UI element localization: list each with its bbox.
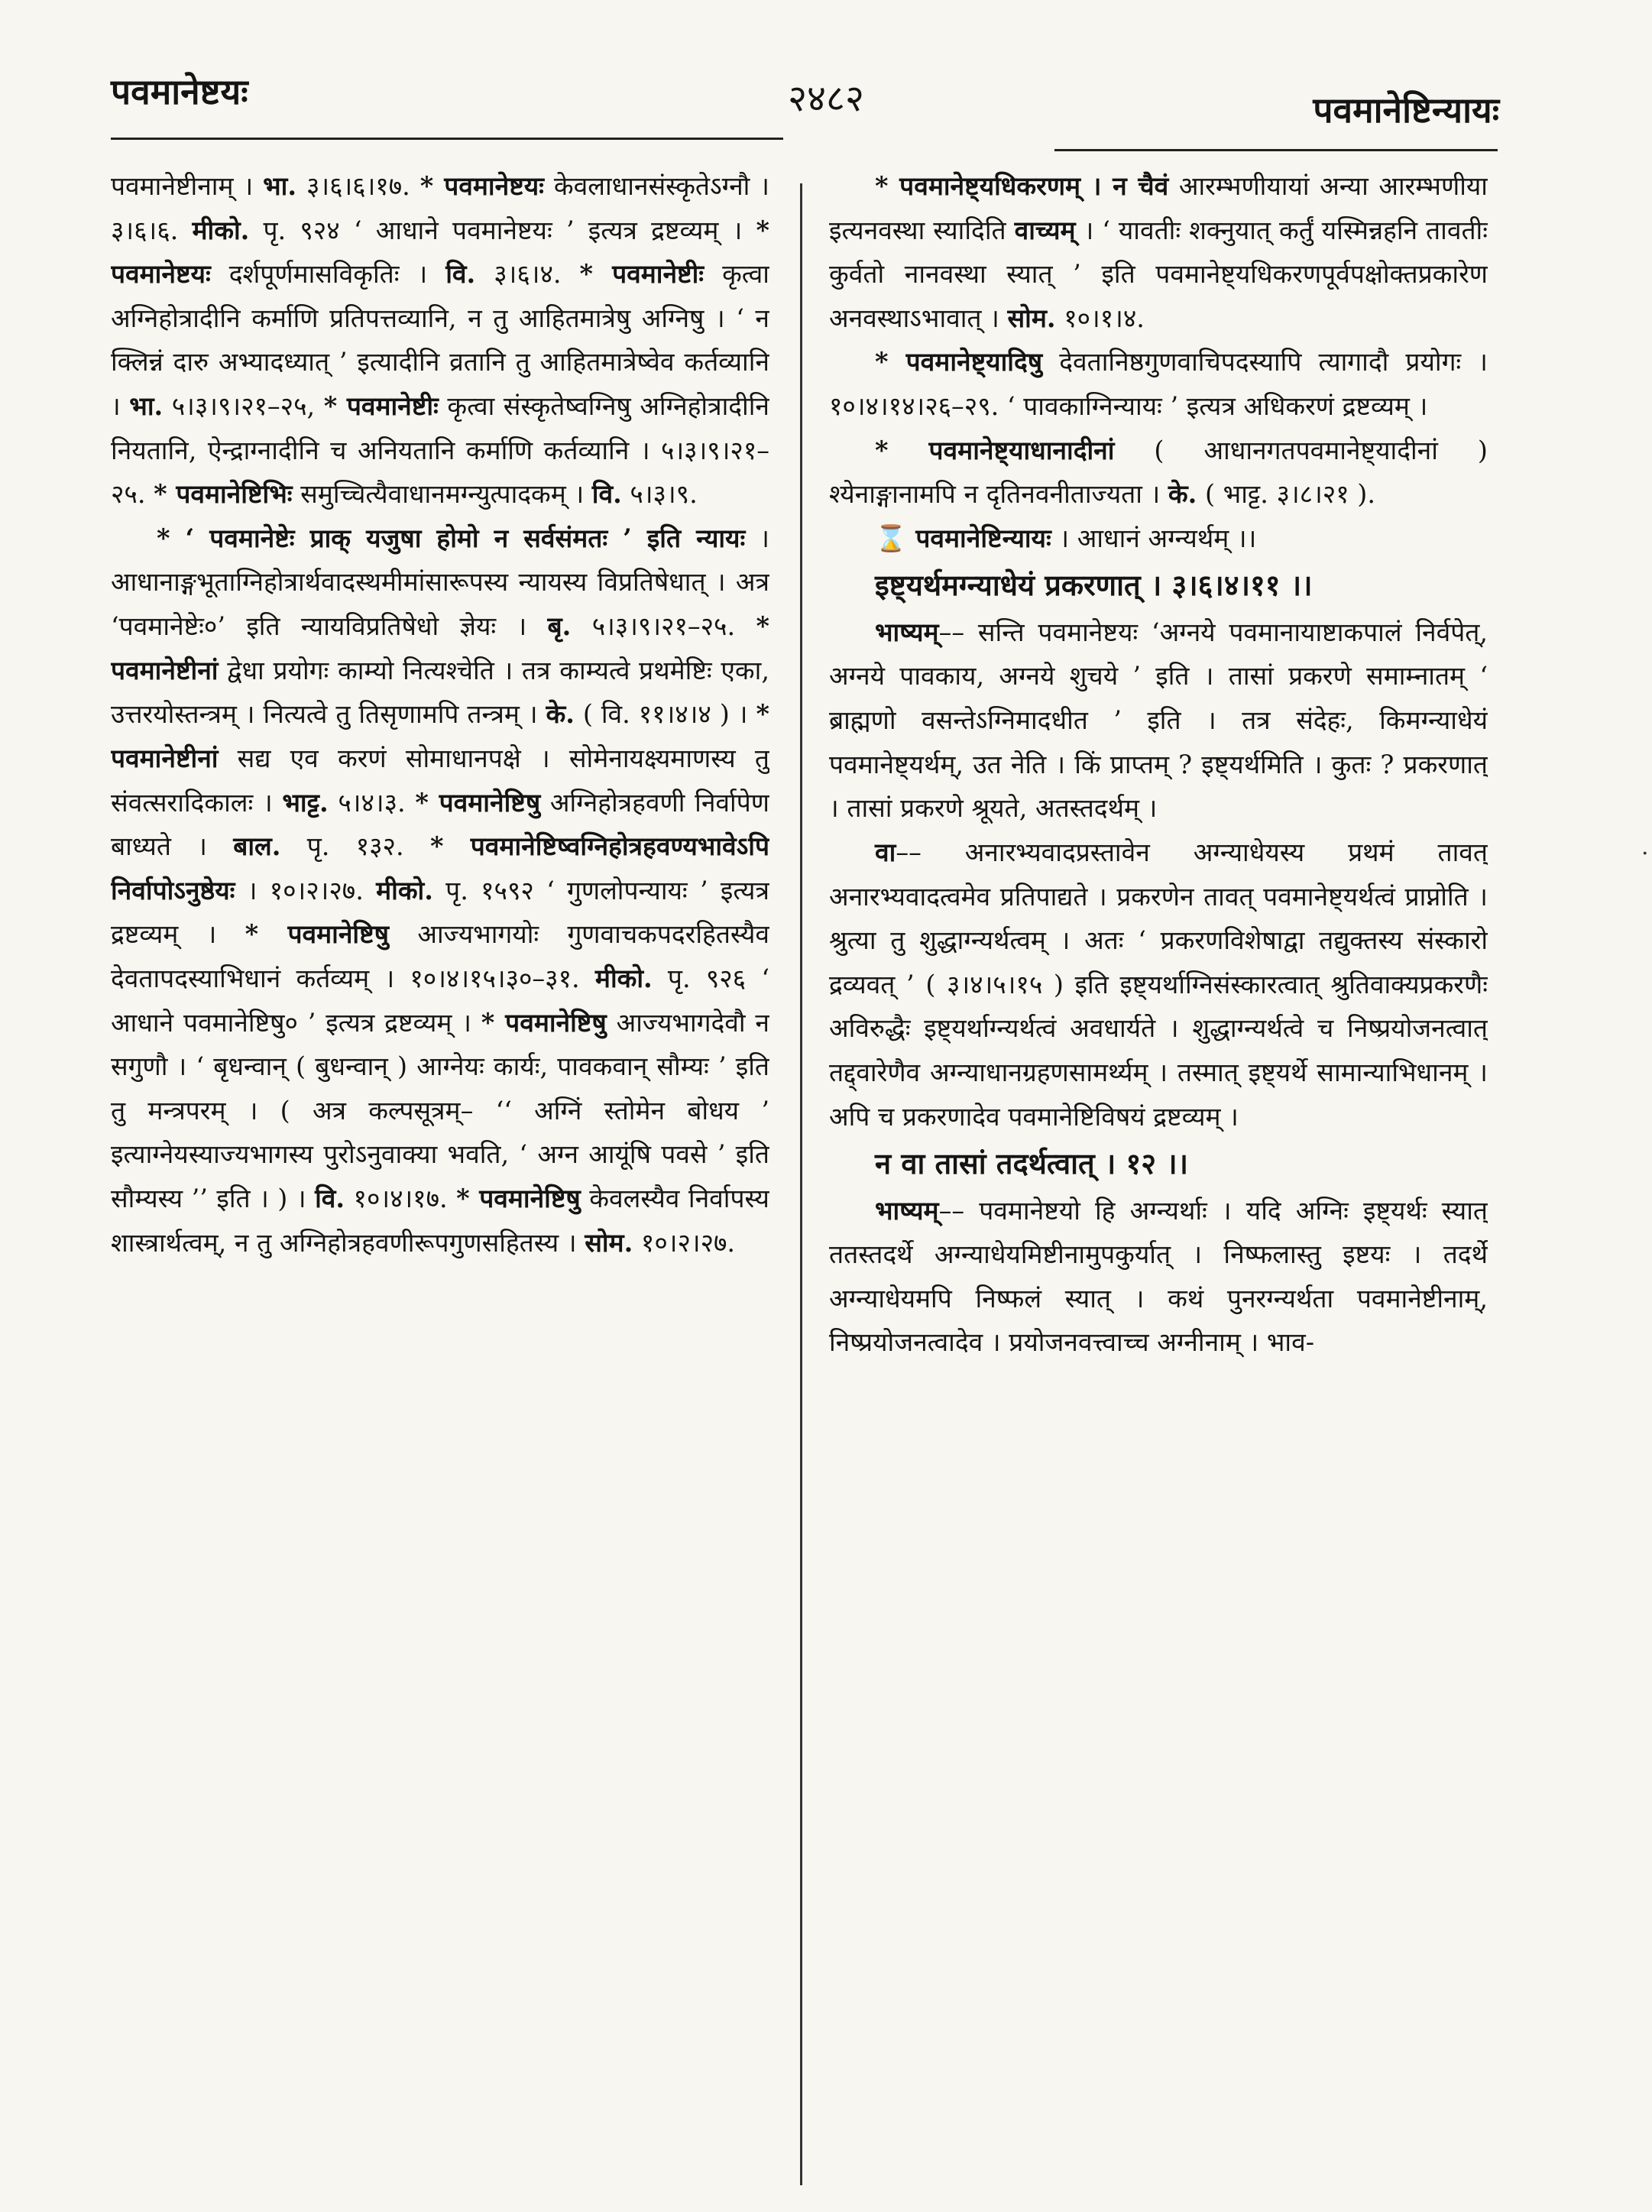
bold-term: भा. (129, 391, 164, 422)
bold-term: * पवमानेष्टयः (419, 171, 544, 201)
body-text: ( आधानगतपवमानेष्ट्यादीनां ) श्येनाङ्गानामपि न दृतिनवनीताज्यता । (829, 435, 1488, 510)
bold-term: * पवमानेष्ट्याधानादीनां (875, 435, 1115, 465)
header-rule-left (111, 138, 783, 140)
body-text: । आधानं अग्न्यर्थम् ।। (1051, 523, 1257, 553)
paragraph (829, 517, 1488, 561)
body-text: १०।१।४. (1055, 303, 1145, 333)
body-text: –– पवमानेष्टयो हि अग्न्यर्थाः । यदि अग्निः इष्ट्यर्थः स्यात् ततस्तदर्थे अग्न्याधेयमिष्टीनामुपकुर्यात् । निष्फलास्तु इष्टयः । तदर्थे अग्न्याधेयमपि निष्फलं स्यात् । कथं पुनरग्न्यर्थता पवमानेष्टीनाम्, निष्प्रयोजनत्वादेव । प्रयोजनवत्त्वाच्च अग्नीनाम् । भाव- (829, 1195, 1488, 1358)
bold-term: * पवमानेष्टिष्वग्निहोत्रहवण्यभावेऽपि निर्वापोऽनुष्ठेयः (111, 831, 769, 905)
bold-term: भाष्यम् (875, 617, 939, 647)
body-text: सद्य एव करणं सोमाधानपक्षे । सोमेनायक्ष्यमाणस्य तु संवत्सरादिकालः । (111, 743, 769, 818)
body-text: । ‘ यावतीः शक्नुयात् कर्तुं यस्मिन्नहनि तावतीः कुर्वतो नानवस्था स्यात् ’ इति पवमानेष्ट्यधिकरणपूर्वपक्षोक्तप्रकारेण अनवस्थाऽभावात् । (829, 215, 1488, 333)
bold-term: भाष्यम् (875, 1195, 939, 1226)
body-text: केवलस्यैव निर्वापस्य शास्त्रार्थत्वम्, न तु अग्निहोत्रहवणीरूपगुणसहितस्य । (111, 1184, 769, 1258)
body-text: ( भाट्ट. ३।८।२१ ). (1197, 479, 1376, 510)
bold-term: मीको. (192, 215, 250, 245)
body-text: –– सन्ति पवमानेष्टयः ‘अग्नये पवमानायाष्टाकपालं निर्वपेत्, अग्नये पावकाय, अग्नये शुचये ’ इति । तासां प्रकरणे समाम्नातम् ‘ ब्राह्मणो वसन्तेऽग्निमादधीत ’ इति । तत्र संदेहः, किमग्न्याधेयं पवमानेष्ट्यर्थम्, उत नेति । किं प्राप्तम् ? इष्ट्यर्थमिति । कुतः ? प्रकरणात् । तासां प्रकरणे श्रूयते, अतस्तदर्थम् । (829, 617, 1488, 824)
bold-term: वि. (315, 1184, 345, 1214)
paragraph (829, 610, 1488, 831)
body-text: पृ. १३२. (280, 831, 430, 862)
bold-term: * पवमानेष्टीः (579, 259, 705, 290)
body-text: दर्शपूर्णमासविकृतिः । (210, 259, 446, 290)
bold-term: * पवमानेष्ट्यधिकरणम् । न चैवं (875, 171, 1169, 201)
bold-term: * पवमानेष्टिषु (456, 1184, 581, 1214)
paragraph (829, 560, 1488, 610)
margin-mark: · (1641, 840, 1649, 867)
sutra-heading: इष्ट्यर्थमग्न्याधेयं प्रकरणात् । ३।६।४।११ ।। (875, 568, 1313, 603)
body-text: कृत्वा अग्निहोत्रादीनि कर्माणि प्रतिपत्तव्यानि, न तु आहितमात्रेषु अग्निषु । ‘ न क्लिन्नं दारु अभ्यादध्यात् ’ इत्यादीनि व्रतानि तु आहितमात्रेष्वेव कर्तव्यानि । (111, 259, 769, 422)
bold-term: वा (875, 837, 896, 867)
body-text: –– अनारभ्यवादप्रस्तावेन अग्न्याधेयस्य प्रथमं तावत् अनारभ्यवादत्वमेव प्रतिपाद्यते । प्रकरणेन तावत् पवमानेष्ट्यर्थत्वं प्राप्नोति । श्रुत्या तु शुद्धाग्न्यर्थत्वम् । अतः ‘ प्रकरणविशेषाद्वा तद्युक्तस्य संस्कारो द्रव्यवत् ’ ( ३।४।५।१५ ) इति इष्ट्यर्थाग्निसंस्कारत्वात् श्रुतिवाक्यप्रकरणैः अविरुद्धैः इष्ट्यर्थाग्न्यर्थत्वं अवधार्यते । शुद्धाग्न्यर्थत्वे च निष्प्रयोजनत्वात् तद्द्वारेणैव अग्न्याधानग्रहणसामर्थ्यम् । तस्मात् इष्ट्यर्थे सामान्याभिधानम् । अपि च प्रकरणादेव पवमानेष्टिविषयं द्रष्टव्यम् । (829, 837, 1488, 1132)
body-text: ५।३।९. (621, 479, 698, 510)
paragraph (829, 429, 1488, 517)
bold-term: के. (1168, 479, 1197, 510)
bold-term: * पवमानेष्टीः (323, 391, 439, 422)
body-text: आज्यभागयोः गुणवाचकपदरहितस्यैव देवतापदस्याभिधानं कर्तव्यम् । १०।४।१५।३०–३१. (111, 919, 769, 993)
bold-term: ⌛ पवमानेष्टिन्यायः (875, 523, 1051, 553)
right-column (829, 164, 1488, 2189)
body-text: अग्निहोत्रहवणी निर्वापेण बाध्यते । (111, 787, 769, 862)
paragraph (829, 164, 1488, 340)
body-text: देवतानिष्ठगुणवाचिपदस्यापि त्यागादौ प्रयोगः । १०।४।१४।२६–२९. ‘ पावकाग्निन्यायः ’ इत्यत्र अधिकरणं द्रष्टव्यम् । (829, 347, 1488, 422)
body-text: । १०।२।२७. (235, 875, 377, 905)
body-text: पवमानेष्टीनाम् । (111, 171, 264, 201)
column-divider (800, 183, 802, 2185)
bold-term: वाच्यम् (1014, 215, 1076, 245)
bold-term: * पवमानेष्टिषु (415, 787, 541, 818)
paragraph (829, 831, 1488, 1138)
left-column (111, 164, 769, 2189)
bold-term: * पवमानेष्टिषु (481, 1007, 607, 1038)
bold-term: बृ. (547, 611, 572, 642)
bold-term: * पवमानेष्टिषु (245, 919, 390, 950)
body-text: पृ. १५९२ ‘ गुणलोपन्यायः ’ इत्यत्र द्रष्टव्यम् । (111, 875, 769, 950)
bold-term: बाल. (233, 831, 281, 862)
body-text: १०।४।१७. (345, 1184, 457, 1214)
paragraph (829, 1138, 1488, 1188)
header-rule-right (1054, 149, 1498, 151)
sutra-heading: न वा तासां तदर्थत्वात् । १२ ।। (875, 1146, 1189, 1181)
body-text: ३।६।६।१७. (296, 171, 420, 201)
body-text: ३।६।४. (475, 259, 580, 290)
running-head-right: पवमानेष्टिन्यायः (1313, 89, 1499, 131)
bold-term: वि. (591, 479, 622, 510)
page-header (0, 0, 1652, 145)
page-number: २४८२ (788, 77, 864, 120)
bold-term: * पवमानेष्टीनां (111, 699, 769, 773)
body-text: ५।३।९।२१–२५, (163, 391, 324, 422)
body-text: पृ. ९२६ ‘ आधाने पवमानेष्टिषु० ’ इत्यत्र द्रष्टव्यम् । (111, 963, 769, 1038)
bold-term: भाट्ट. (282, 787, 329, 818)
body-text: ५।४।३. (328, 787, 416, 818)
bold-term: * ‘ पवमानेष्टेः प्राक् यजुषा होमो न सर्वसंमतः ’ इति न्यायः (157, 523, 746, 553)
body-text: समुच्चित्यैवाधानमग्न्युत्पादकम् । (292, 479, 592, 510)
body-text: पृ. ९२४ ‘ आधाने पवमानेष्टयः ’ इत्यत्र द्रष्टव्यम् । (249, 215, 756, 245)
bold-term: * पवमानेष्टयः (111, 215, 769, 290)
running-head-left: पवमानेष्टयः (111, 71, 248, 112)
paragraph (829, 1189, 1488, 1365)
body-text: ( वि. ११।४।४ ) । (574, 699, 756, 730)
bold-term: * पवमानेष्टिभिः (154, 479, 293, 510)
bold-term: सोम. (1007, 303, 1056, 333)
body-text: ५।३।९।२१–२५. (571, 611, 756, 642)
bold-term: * पवमानेष्ट्यादिषु (875, 347, 1043, 377)
body-text: । आधानाङ्गभूताग्निहोत्रार्थवादस्थमीमांसारूपस्य न्यायस्य विप्रतिषेधात् । अत्र ‘पवमानेष्टेः०’ इति न्यायविप्रतिषेधो ज्ञेयः । (111, 523, 769, 642)
bold-term: * पवमानेष्टीनां (111, 611, 769, 685)
paragraph (111, 164, 769, 517)
bold-term: मीको. (376, 875, 433, 905)
bold-term: सोम. (585, 1227, 633, 1258)
body-text: कृत्वा संस्कृतेष्वग्निषु अग्निहोत्रादीनि नियतानि, ऐन्द्राग्नादीनि च अनियतानि कर्माणि कर्तव्यानि । ५।३।९।२१–२५. (111, 391, 769, 510)
bold-term: भा. (263, 171, 296, 201)
body-text: १०।२।२७. (633, 1227, 736, 1258)
bold-term: वि. (445, 259, 476, 290)
body-text: केवलाधानसंस्कृतेऽग्नौ । ३।६।६. (111, 171, 769, 245)
paragraph (111, 517, 769, 1265)
body-text: आरम्भणीयायां अन्या आरम्भणीया इत्यनवस्था स्यादिति (829, 171, 1488, 245)
bold-term: के. (546, 699, 575, 730)
body-text: आज्यभागदेवौ न सगुणौ । ‘ बृधन्वान् ( बुधन्वान् ) आग्नेयः कार्यः, पावकवान् सौम्यः ’ इति तु मन्त्रपरम् । ( अत्र कल्पसूत्रम्– ‘‘ अग्निं स्तोमेन बोधय ’ इत्याग्नेयस्याज्यभागस्य पुरोऽनुवाक्या भवति, ‘ अग्न आयूंषि पवसे ’ इति सौम्यस्य ’’ इति । ) । (111, 1007, 769, 1214)
bold-term: मीको. (594, 963, 653, 993)
paragraph (829, 340, 1488, 428)
body-text: द्वेधा प्रयोगः काम्यो नित्यश्चेति । तत्र काम्यत्वे प्रथमेष्टिः एका, उत्तरयोस्तन्त्रम् । नित्यत्वे तु तिसृणामपि तन्त्रम् । (111, 655, 769, 730)
